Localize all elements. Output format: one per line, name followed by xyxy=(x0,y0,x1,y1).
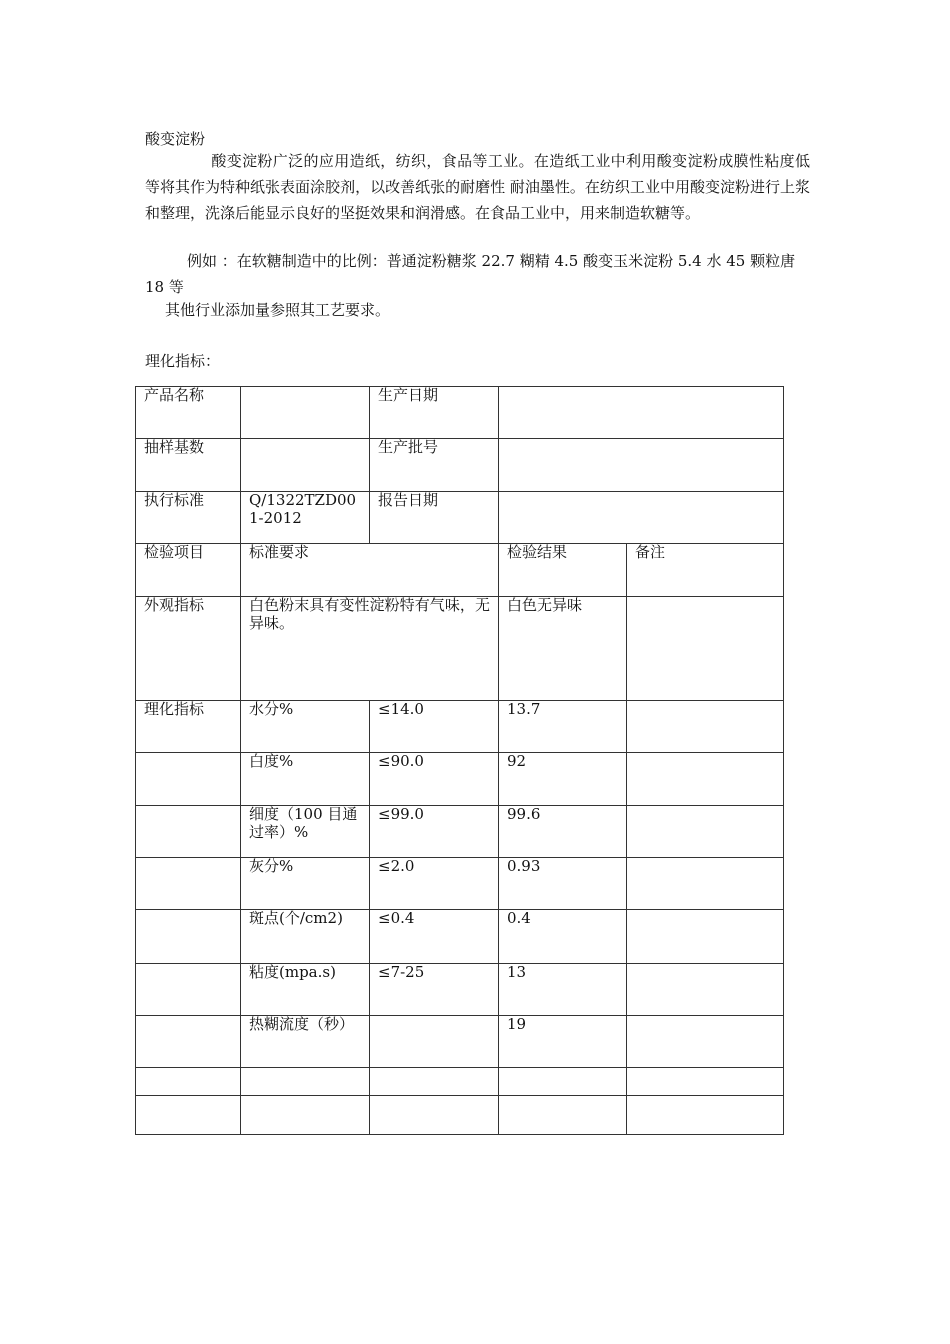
row-requirement: ≤14.0 xyxy=(378,700,424,718)
header-note: 备注 xyxy=(635,543,666,561)
table-cell xyxy=(499,701,627,753)
table-cell xyxy=(136,439,241,492)
table-cell xyxy=(627,753,784,806)
table-cell xyxy=(136,858,241,910)
row-result: 13.7 xyxy=(507,700,541,718)
table-cell xyxy=(241,1096,370,1135)
table-cell xyxy=(499,597,627,701)
table-cell xyxy=(136,964,241,1016)
row-result: 0.93 xyxy=(507,857,541,875)
doc-title: 酸变淀粉 xyxy=(145,130,206,148)
table-cell xyxy=(370,1016,499,1068)
empty-table-row xyxy=(136,1068,784,1096)
table-cell xyxy=(241,910,370,964)
table-cell xyxy=(241,597,499,701)
table-row xyxy=(136,910,784,964)
header-item: 检验项目 xyxy=(144,543,205,561)
table-cell xyxy=(627,964,784,1016)
table-cell xyxy=(370,910,499,964)
table-cell xyxy=(136,544,241,597)
table-row xyxy=(136,387,784,439)
table-row xyxy=(136,597,784,701)
table-cell xyxy=(241,492,370,544)
section-label: 理化指标： xyxy=(145,352,221,370)
row-result: 19 xyxy=(507,1015,527,1033)
physchem-label: 理化指标 xyxy=(144,700,205,718)
row-name: 粘度(mpa.s) xyxy=(249,963,336,981)
report-date-label: 报告日期 xyxy=(378,491,439,509)
table-row xyxy=(136,964,784,1016)
empty-table-row xyxy=(136,1096,784,1135)
table-cell xyxy=(627,858,784,910)
row-name: 水分% xyxy=(249,700,294,718)
table-cell xyxy=(627,1016,784,1068)
inspection-report-table xyxy=(135,386,784,1135)
table-cell xyxy=(627,1068,784,1096)
table-cell xyxy=(370,492,499,544)
other-industries-paragraph xyxy=(145,297,810,323)
table-cell xyxy=(627,597,784,701)
table-cell xyxy=(241,858,370,910)
table-row xyxy=(136,753,784,806)
table-cell xyxy=(241,544,499,597)
table-cell xyxy=(370,858,499,910)
table-cell xyxy=(136,387,241,439)
appearance-label: 外观指标 xyxy=(144,596,205,614)
table-cell xyxy=(499,1068,627,1096)
row-result: 92 xyxy=(507,752,527,770)
table-header-row xyxy=(136,544,784,597)
table-cell xyxy=(370,753,499,806)
table-cell xyxy=(136,1068,241,1096)
table-cell xyxy=(370,387,499,439)
appearance-result: 白色无异味 xyxy=(507,596,583,614)
row-name: 灰分% xyxy=(249,857,294,875)
standard-label: 执行标准 xyxy=(144,491,205,509)
table-cell xyxy=(241,1068,370,1096)
table-cell xyxy=(241,1016,370,1068)
table-cell xyxy=(370,439,499,492)
prod-date-label: 生产日期 xyxy=(378,386,439,404)
example-paragraph-text: 例如 ：在软糖制造中的比例：普通淀粉糖浆 22.7 糊精 4.5 酸变玉米淀粉 5.4 水 45 颗粒唐 18 等 xyxy=(145,252,796,296)
table-cell xyxy=(241,387,370,439)
table-row xyxy=(136,701,784,753)
batch-label: 生产批号 xyxy=(378,438,439,456)
standard-value: Q/1322TZD001-2012 xyxy=(249,491,357,527)
table-cell xyxy=(241,701,370,753)
table-cell xyxy=(136,597,241,701)
table-cell xyxy=(499,910,627,964)
table-cell xyxy=(136,806,241,858)
table-cell xyxy=(627,1096,784,1135)
table-cell xyxy=(499,1096,627,1135)
table-row xyxy=(136,492,784,544)
table-cell xyxy=(136,1016,241,1068)
intro-paragraph-text: 酸变淀粉广泛的应用造纸，纺织，食品等工业。在造纸工业中利用酸变淀粉成膜性粘度低等将其作为特种纸张表面涂胶剂，以改善纸张的耐磨性 耐油墨性。在纺织工业中用酸变淀粉进行上浆和整理，洗涤后能显示良好的坚挺效果和润滑感。在食品工业中，用来制造软糖等。 xyxy=(145,152,810,222)
table-cell xyxy=(499,753,627,806)
table-cell xyxy=(241,806,370,858)
table-cell xyxy=(370,806,499,858)
row-requirement: ≤0.4 xyxy=(378,909,415,927)
table-cell xyxy=(627,701,784,753)
sample-label: 抽样基数 xyxy=(144,438,205,456)
other-industries-text: 其他行业添加量参照其工艺要求。 xyxy=(165,301,391,319)
table-cell xyxy=(136,1096,241,1135)
table-cell xyxy=(499,544,627,597)
row-result: 99.6 xyxy=(507,805,541,823)
table-row xyxy=(136,439,784,492)
row-name: 热糊流度（秒） xyxy=(249,1015,355,1033)
row-name: 斑点(个/cm2) xyxy=(249,909,343,927)
table-cell xyxy=(370,1096,499,1135)
table-cell xyxy=(241,964,370,1016)
table-cell xyxy=(241,753,370,806)
product-name-label: 产品名称 xyxy=(144,386,205,404)
header-result: 检验结果 xyxy=(507,543,568,561)
table-cell xyxy=(370,964,499,1016)
table-cell xyxy=(499,858,627,910)
table-cell xyxy=(499,1016,627,1068)
table-row xyxy=(136,806,784,858)
table-cell xyxy=(370,1068,499,1096)
row-name: 白度% xyxy=(249,752,294,770)
table-cell xyxy=(499,806,627,858)
table-cell xyxy=(241,439,370,492)
intro-paragraph xyxy=(145,148,810,226)
table-cell xyxy=(136,910,241,964)
row-name: 细度（100 目通过率）% xyxy=(249,805,358,841)
header-requirement: 标准要求 xyxy=(249,543,310,561)
table-cell xyxy=(499,387,784,439)
table-cell xyxy=(499,964,627,1016)
table-row xyxy=(136,858,784,910)
table-row xyxy=(136,1016,784,1068)
table-cell xyxy=(627,910,784,964)
table-cell xyxy=(136,492,241,544)
row-requirement: ≤99.0 xyxy=(378,805,424,823)
table-cell xyxy=(627,544,784,597)
row-requirement: ≤7-25 xyxy=(378,963,425,981)
table-cell xyxy=(499,492,784,544)
row-requirement: ≤90.0 xyxy=(378,752,424,770)
table-cell xyxy=(136,753,241,806)
row-requirement: ≤2.0 xyxy=(378,857,415,875)
appearance-requirement: 白色粉末具有变性淀粉特有气味，无异味。 xyxy=(249,596,490,632)
table-cell xyxy=(499,439,784,492)
row-result: 13 xyxy=(507,963,527,981)
table-cell xyxy=(627,806,784,858)
example-paragraph xyxy=(145,248,810,300)
row-result: 0.4 xyxy=(507,909,531,927)
table-cell xyxy=(136,701,241,753)
table-cell xyxy=(370,701,499,753)
